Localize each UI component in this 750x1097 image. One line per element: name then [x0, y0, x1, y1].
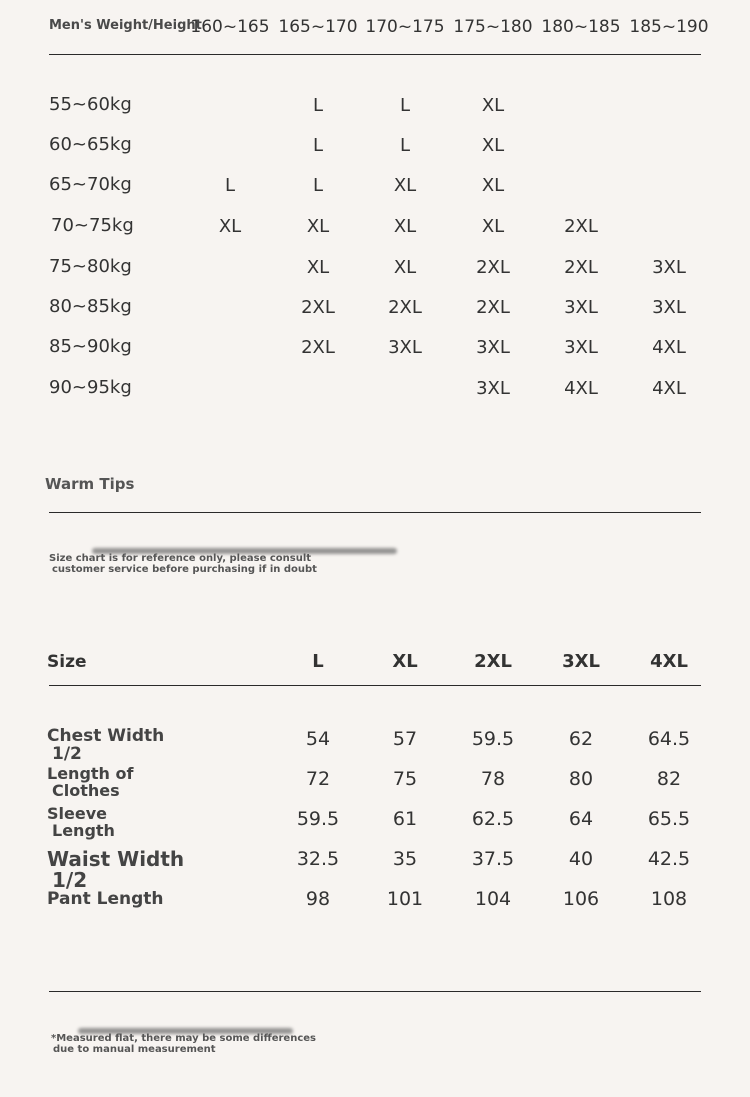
- footer-note: [51, 1033, 316, 1055]
- size-cell: 3XL: [564, 337, 598, 358]
- size-column-header: L: [312, 651, 324, 672]
- measurement-value-cell: 32.5: [296, 848, 340, 870]
- tips-note: [49, 553, 317, 575]
- measurement-value-cell: 108: [650, 888, 688, 910]
- measurement-label-line1: Chest Width: [47, 726, 165, 746]
- tips-note-line1: Size chart is for reference only, please consult: [49, 553, 312, 564]
- measurement-value-cell: 98: [305, 888, 331, 910]
- weight-row-label: 90~95kg: [49, 377, 132, 398]
- size-cell: XL: [393, 175, 417, 196]
- measurement-value-cell: 75: [392, 768, 418, 790]
- size-header-label: Size: [47, 652, 87, 672]
- size-cell: 2XL: [388, 297, 422, 318]
- height-column-header: 175~180: [453, 17, 533, 37]
- size-cell: XL: [481, 175, 505, 196]
- weight-row-label: 55~60kg: [49, 94, 132, 115]
- measurement-label-line1: Pant Length: [47, 889, 164, 909]
- size-cell: 3XL: [388, 337, 422, 358]
- measurement-value-cell: 80: [568, 768, 594, 790]
- measurement-value-cell: 62: [568, 728, 594, 750]
- size-cell: 4XL: [652, 337, 686, 358]
- height-column-header: 185~190: [629, 17, 709, 37]
- size-cell: 3XL: [476, 337, 510, 358]
- size-cell: 2XL: [564, 257, 598, 278]
- height-column-header: 170~175: [365, 17, 445, 37]
- measurement-label-line1: Waist Width: [47, 847, 185, 871]
- size-column-header: 4XL: [650, 651, 688, 672]
- size-cell: XL: [481, 135, 505, 156]
- weight-row-label: 65~70kg: [49, 174, 132, 195]
- measurement-label-line1: Sleeve: [47, 804, 107, 823]
- measurement-value-cell: 59.5: [471, 728, 515, 750]
- size-cell: L: [399, 135, 411, 156]
- size-cell: 3XL: [564, 297, 598, 318]
- measurement-label-line2: 1/2: [52, 744, 82, 764]
- size-cell: 3XL: [652, 257, 686, 278]
- footer-note-line2: due to manual measurement: [53, 1044, 216, 1055]
- measurement-value-cell: 65.5: [647, 808, 691, 830]
- tips-note-line2: customer service before purchasing if in doubt: [52, 564, 317, 575]
- measurement-value-cell: 54: [305, 728, 331, 750]
- measurement-value-cell: 62.5: [471, 808, 515, 830]
- measurement-value-cell: 35: [392, 848, 418, 870]
- measurement-value-cell: 57: [392, 728, 418, 750]
- divider: [49, 512, 701, 513]
- size-cell: L: [312, 135, 324, 156]
- size-column-header: XL: [392, 651, 418, 672]
- measurement-value-cell: 101: [386, 888, 424, 910]
- measurement-value-cell: 37.5: [471, 848, 515, 870]
- size-cell: L: [312, 95, 324, 116]
- measurement-value-cell: 59.5: [296, 808, 340, 830]
- weight-row-label: 80~85kg: [49, 296, 132, 317]
- measurement-label-line2: 1/2: [52, 868, 88, 892]
- measurement-value-cell: 72: [305, 768, 331, 790]
- weight-row-label: 85~90kg: [49, 336, 132, 357]
- height-column-header: 160~165: [190, 17, 270, 37]
- measurement-row-label: [47, 805, 115, 839]
- size-cell: 2XL: [301, 337, 335, 358]
- size-cell: L: [224, 175, 236, 196]
- size-cell: 4XL: [652, 378, 686, 399]
- measurement-value-cell: 82: [656, 768, 682, 790]
- size-cell: 4XL: [564, 378, 598, 399]
- measurement-label-line1: Length of: [47, 764, 134, 783]
- measurement-row-label: [47, 890, 164, 908]
- divider: [49, 54, 701, 55]
- size-cell: XL: [218, 216, 242, 237]
- size-cell: 2XL: [564, 216, 598, 237]
- size-cell: L: [399, 95, 411, 116]
- height-column-header: 165~170: [278, 17, 358, 37]
- measurement-value-cell: 106: [562, 888, 600, 910]
- measurement-row-label: [47, 765, 133, 799]
- weight-table-header-label: Men's Weight/Height: [49, 18, 202, 33]
- footer-note-line1: *Measured flat, there may be some differences: [51, 1033, 316, 1044]
- measurement-value-cell: 104: [474, 888, 512, 910]
- size-cell: XL: [481, 216, 505, 237]
- size-cell: 2XL: [301, 297, 335, 318]
- size-cell: 2XL: [476, 257, 510, 278]
- size-cell: 3XL: [476, 378, 510, 399]
- size-column-header: 3XL: [562, 651, 600, 672]
- measurement-value-cell: 42.5: [647, 848, 691, 870]
- size-cell: XL: [481, 95, 505, 116]
- measurement-label-line2: Clothes: [52, 781, 120, 800]
- measurement-value-cell: 64.5: [647, 728, 691, 750]
- size-column-header: 2XL: [474, 651, 512, 672]
- measurement-value-cell: 64: [568, 808, 594, 830]
- size-cell: XL: [393, 216, 417, 237]
- measurement-value-cell: 61: [392, 808, 418, 830]
- warm-tips-title: Warm Tips: [45, 475, 135, 493]
- measurement-value-cell: 78: [480, 768, 506, 790]
- measurement-row-label: [47, 727, 164, 763]
- divider: [49, 685, 701, 686]
- size-cell: L: [312, 175, 324, 196]
- measurement-row-label: [47, 849, 184, 891]
- size-cell: 2XL: [476, 297, 510, 318]
- measurement-value-cell: 40: [568, 848, 594, 870]
- weight-row-label: 75~80kg: [49, 256, 132, 277]
- weight-row-label: 60~65kg: [49, 134, 132, 155]
- size-cell: XL: [393, 257, 417, 278]
- weight-row-label: 70~75kg: [51, 215, 134, 236]
- size-cell: 3XL: [652, 297, 686, 318]
- measurement-label-line2: Length: [52, 821, 115, 840]
- divider: [49, 991, 701, 992]
- height-column-header: 180~185: [541, 17, 621, 37]
- size-cell: XL: [306, 257, 330, 278]
- size-cell: XL: [306, 216, 330, 237]
